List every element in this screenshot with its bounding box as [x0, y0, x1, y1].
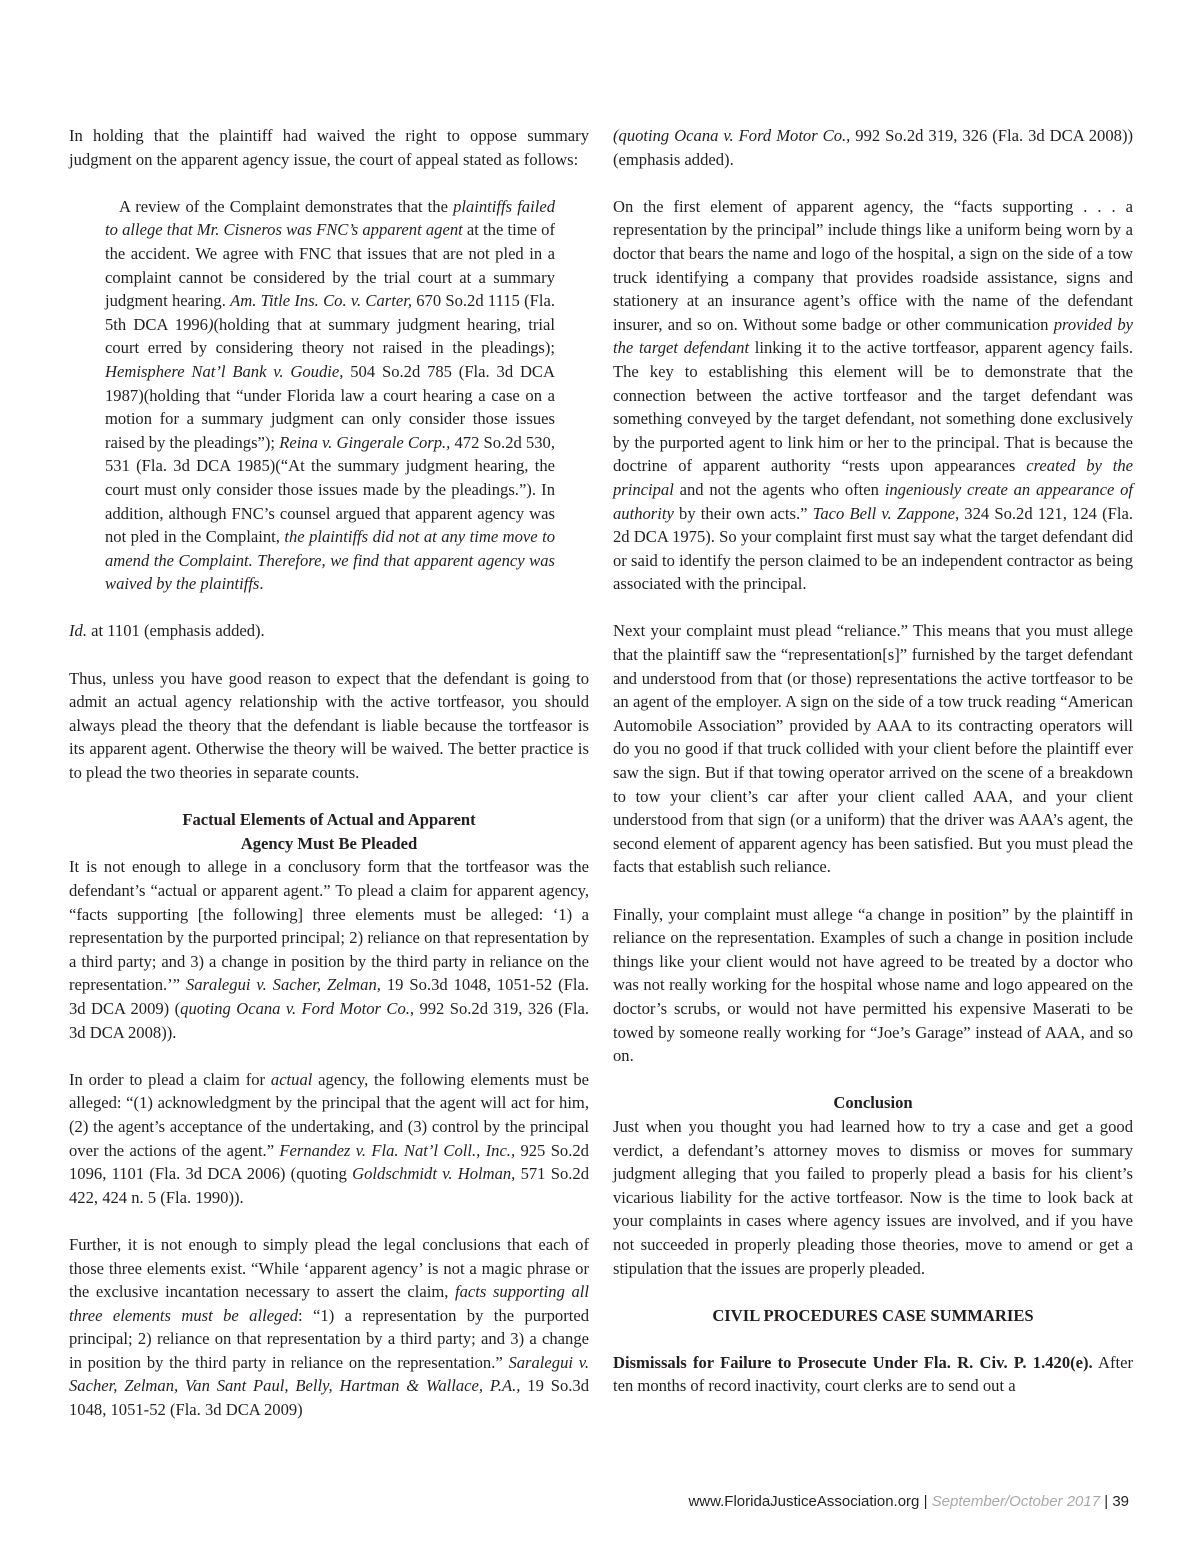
run-in-heading-dismissals: Dismissals for Failure to Prosecute Under Fla. R. Civ. P. 1.420(e).	[613, 1352, 1093, 1372]
footer-website: www.FloridaJusticeAssociation.org	[688, 1493, 920, 1510]
heading-conclusion: Conclusion	[833, 1093, 913, 1113]
left-column	[69, 124, 589, 1422]
block-quote	[69, 195, 589, 596]
right-column	[613, 124, 1133, 1398]
paragraph-first-element: On the first element of apparent agency, the “facts supporting . . . a representation by the principal” include things like a uniform being worn by a doctor that bears the name and logo of the hospital, a sign on the side of a tow truck identifying a company that provides roadside assistance, signs and stationery at an insurance agent’s office with the name of the defendant insurer, and so on. Without some badge or other communication provided by the target defendant linking it to the active tortfeasor, apparent agency fails. The key to establishing this element will be to demonstrate that the connection between the active tortfeasor and the target defendant was something conveyed by the target defendant, not something done exclusively by the purported agent to link him or her to the principal. That is because the doctrine of apparent authority “rests upon appearances created by the principal and not the agents who often ingeniously create an appearance of authority by their own acts.” Taco Bell v. Zappone, 324 So.2d 121, 124 (Fla. 2d DCA 1975). So your complaint first must say what the target defendant did or said to identify the person claimed to be an independent contractor as being associated with the principal.	[613, 196, 1133, 594]
footer-issue: September/October 2017	[931, 1493, 1101, 1510]
paragraph-waived-intro: In holding that the plaintiff had waived the right to oppose summary judgment on the apparent agency issue, the court of appeal stated as follows:	[69, 126, 589, 169]
paragraph-legal-conclusions: Further, it is not enough to simply plead the legal conclusions that each of those three elements exist. “While ‘apparent agency’ is not a magic phrase or the exclusive incantation necessary to assert the claim, facts supporting all three elements must be alleged: “1) a representation by the purported principal; 2) reliance on that representation by a third party; and 3) a change in position by the third party in reliance on the representation.” Saralegui v. Sacher, Zelman, Van Sant Paul, Belly, Hartman & Wallace, P.A., 19 So.3d 1048, 1051-52 (Fla. 3d DCA 2009)	[69, 1234, 589, 1420]
paragraph-dismissals: Dismissals for Failure to Prosecute Under Fla. R. Civ. P. 1.420(e). After ten months of record inactivity, court clerks are to send out a	[613, 1352, 1133, 1396]
paragraph-change-in-position: Finally, your complaint must allege “a change in position” by the plaintiff in reliance on the representation. Examples of such a change in position include things like your client would not have agreed to be treated by a doctor who was not really working for the hospital whose name and logo appeared on the doctor’s scrubs, or would not have permitted his expensive Maserati to be towed by someone really working for “Joe’s Garage” instead of AAA, and so on.	[613, 904, 1133, 1066]
paragraph-reliance: Next your complaint must plead “reliance.” This means that you must allege that the plaintiff saw the “representation[s]” furnished by the target defendant and understood from that (or those) representations the active tortfeasor to be an agent of the employer. A sign on the side of a tow truck reading “American Automobile Association” provided by AAA to its contracting operators will do you no good if that truck collided with your client before the plaintiff ever saw the sign. But if that towing operator arrived on the scene of a breakdown to tow your client’s car after your client called AAA, and your client understood from that sign (or a uniform) that the driver was AAA’s agent, the second element of apparent agency has been satisfied. But you must plead the facts that establish such reliance.	[613, 621, 1133, 877]
citation-id: Id. at 1101 (emphasis added).	[69, 621, 265, 641]
paragraph-apparent-agency-elements: It is not enough to allege in a conclusory form that the tortfeasor was the defendant’s “actual or apparent agent.” To plead a claim for apparent agency, “facts supporting [the following] three elements must be alleged: ‘1) a representation by the purported principal; 2) reliance on that representation by a third party; and 3) a change in position by the third party in reliance on the representation.’” Saralegui v. Sacher, Zelman, 19 So.3d 1048, 1051-52 (Fla. 3d DCA 2009) (quoting Ocana v. Ford Motor Co., 992 So.2d 319, 326 (Fla. 3d DCA 2008)).	[69, 857, 589, 1042]
paragraph-quoting-ocana: (quoting Ocana v. Ford Motor Co., 992 So.2d 319, 326 (Fla. 3d DCA 2008))(emphasis added).	[613, 126, 1134, 169]
paragraph-plead-theory: Thus, unless you have good reason to expect that the defendant is going to admit an actual agency relationship with the active tortfeasor, you should always plead the theory that the defendant is liable because the tortfeasor is its apparent agent. Otherwise the theory will be waived. The better practice is to plead the two theories in separate counts.	[69, 668, 589, 783]
subheading-factual-elements: Factual Elements of Actual and Apparent Agency Must Be Pleaded	[182, 810, 476, 853]
page-footer: www.FloridaJusticeAssociation.org | September/October 2017 | 39	[688, 1493, 1129, 1510]
paragraph-actual-agency: In order to plead a claim for actual agency, the following elements must be alleged: “(1) acknowledgment by the principal that the agent will act for him, (2) the agent’s acceptance of the undertaking, and (3) control by the principal over the actions of the agent.” Fernandez v. Fla. Nat’l Coll., Inc., 925 So.2d 1096, 1101 (Fla. 3d DCA 2006) (quoting Goldschmidt v. Holman, 571 So.2d 422, 424 n. 5 (Fla. 1990)).	[69, 1069, 589, 1207]
page-number: 39	[1112, 1493, 1129, 1510]
heading-case-summaries: CIVIL PROCEDURES CASE SUMMARIES	[712, 1305, 1034, 1325]
paragraph-conclusion: Just when you thought you had learned how to try a case and get a good verdict, a defendant’s attorney moves to dismiss or moves for summary judgment alleging that you failed to properly plead a basis for his client’s vicarious liability for the active tortfeasor. Now is the time to look back at your complaints in cases where agency issues are involved, and if you have not succeeded in properly pleading those theories, move to amend or get a stipulation that the issues are properly pleaded.	[613, 1116, 1133, 1278]
block-quote-text: A review of the Complaint demonstrates that the plaintiffs failed to allege that Mr. Cisneros was FNC’s apparent agent at the time of the accident. We agree with FNC that issues that are not pled in a complaint cannot be considered by the trial court at a summary judgment hearing. Am. Title Ins. Co. v. Carter, 670 So.2d 1115 (Fla. 5th DCA 1996)(holding that at summary judgment hearing, trial court erred by considering theory not raised in the pleadings); Hemisphere Nat’l Bank v. Goudie, 504 So.2d 785 (Fla. 3d DCA 1987)(holding that “under Florida law a court hearing a case on a motion for a summary judgment can only consider those issues raised by the pleadings”); Reina v. Gingerale Corp., 472 So.2d 530, 531 (Fla. 3d DCA 1985)(“At the summary judgment hearing, the court must only consider those issues made by the pleadings.”). In addition, although FNC’s counsel argued that apparent agency was not pled in the Complaint, the plaintiffs did not at any time move to amend the Complaint. Therefore, we find that apparent agency was waived by the plaintiffs.	[105, 196, 556, 594]
